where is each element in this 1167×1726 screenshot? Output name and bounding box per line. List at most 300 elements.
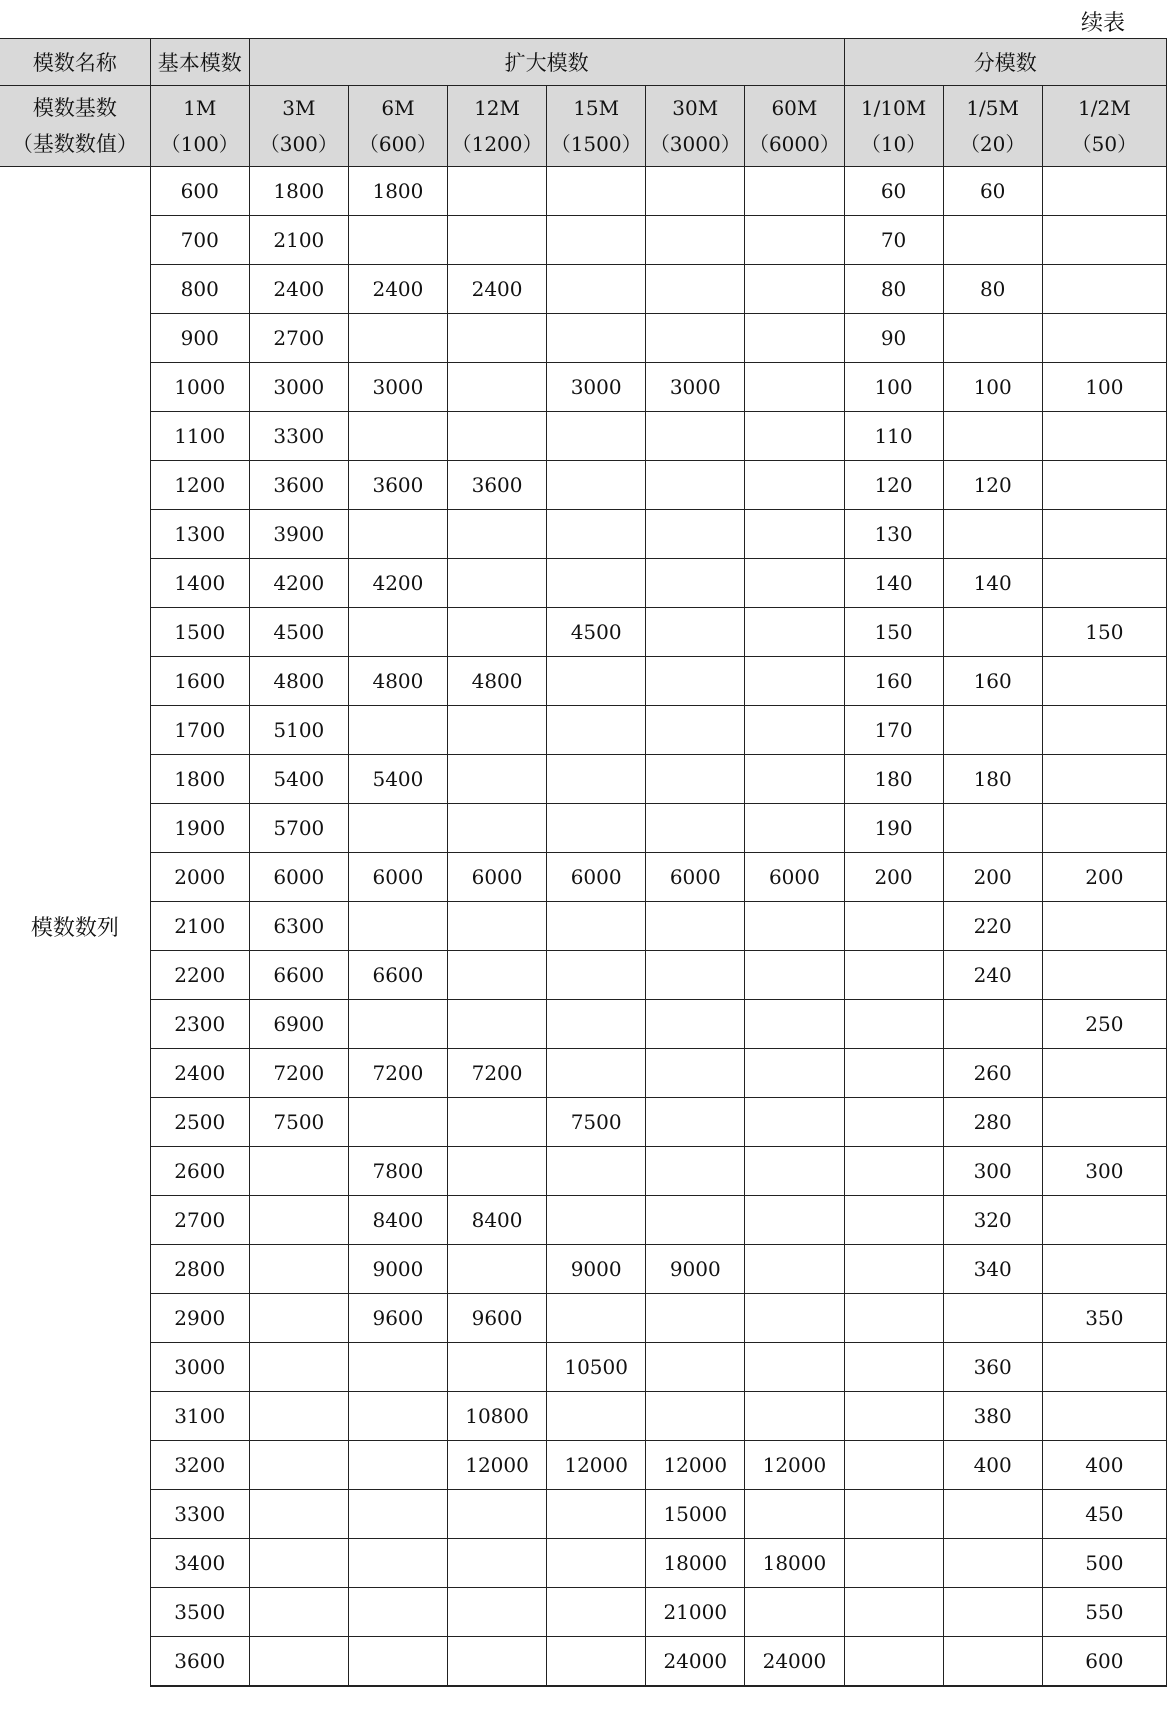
table-cell: 6300 <box>249 902 348 951</box>
table-cell: 21000 <box>646 1588 745 1637</box>
table-cell <box>745 216 844 265</box>
table-cell: 3600 <box>249 461 348 510</box>
table-cell: 200 <box>943 853 1042 902</box>
base-column-header <box>547 86 646 167</box>
base-row <box>0 86 1167 167</box>
table-cell <box>1042 314 1166 363</box>
base-column-name: 6M <box>381 96 415 120</box>
base-column-value: （6000） <box>748 132 840 156</box>
table-cell: 900 <box>150 314 249 363</box>
table-row <box>0 412 1167 461</box>
table-cell: 6000 <box>646 853 745 902</box>
table-cell <box>547 951 646 1000</box>
table-cell: 9600 <box>348 1294 447 1343</box>
base-column-value: （20） <box>959 132 1026 156</box>
table-cell: 380 <box>943 1392 1042 1441</box>
table-cell: 3400 <box>150 1539 249 1588</box>
table-cell: 12000 <box>745 1441 844 1490</box>
header-modulus-name: 模数名称 <box>0 39 150 86</box>
table-cell <box>348 1637 447 1687</box>
table-cell <box>646 902 745 951</box>
table-row <box>0 1049 1167 1098</box>
table-cell <box>547 902 646 951</box>
table-cell <box>646 1049 745 1098</box>
table-cell <box>348 1441 447 1490</box>
base-column-value: （3000） <box>649 132 741 156</box>
table-cell <box>646 1147 745 1196</box>
table-cell <box>348 804 447 853</box>
table-cell: 140 <box>844 559 943 608</box>
table-cell <box>249 1588 348 1637</box>
table-cell: 3600 <box>150 1637 249 1687</box>
table-cell <box>1042 755 1166 804</box>
base-column-header <box>249 86 348 167</box>
table-cell <box>547 559 646 608</box>
table-cell <box>745 1294 844 1343</box>
table-cell <box>348 216 447 265</box>
table-cell: 24000 <box>745 1637 844 1687</box>
table-cell: 180 <box>844 755 943 804</box>
table-cell: 2400 <box>150 1049 249 1098</box>
table-row <box>0 1490 1167 1539</box>
table-cell <box>1042 167 1166 216</box>
table-cell: 7200 <box>348 1049 447 1098</box>
table-row <box>0 755 1167 804</box>
table-cell <box>448 951 547 1000</box>
table-cell: 140 <box>943 559 1042 608</box>
table-cell <box>547 1196 646 1245</box>
table-cell: 60 <box>844 167 943 216</box>
table-cell: 150 <box>844 608 943 657</box>
table-cell: 2800 <box>150 1245 249 1294</box>
table-cell <box>1042 461 1166 510</box>
table-cell <box>844 1000 943 1049</box>
table-cell <box>547 461 646 510</box>
table-cell: 2300 <box>150 1000 249 1049</box>
table-cell <box>547 1049 646 1098</box>
table-row <box>0 314 1167 363</box>
table-cell: 3000 <box>646 363 745 412</box>
header-expanded-modulus: 扩大模数 <box>249 39 844 86</box>
table-cell: 6000 <box>547 853 646 902</box>
table-cell <box>745 608 844 657</box>
table-cell: 800 <box>150 265 249 314</box>
table-cell <box>547 265 646 314</box>
table-cell <box>1042 804 1166 853</box>
table-cell <box>745 1588 844 1637</box>
table-cell <box>448 1343 547 1392</box>
table-cell <box>547 706 646 755</box>
table-cell <box>745 510 844 559</box>
table-cell: 2900 <box>150 1294 249 1343</box>
table-cell <box>1042 1392 1166 1441</box>
table-cell: 180 <box>943 755 1042 804</box>
table-row <box>0 559 1167 608</box>
table-cell <box>249 1441 348 1490</box>
table-row <box>0 1147 1167 1196</box>
table-cell: 1300 <box>150 510 249 559</box>
table-cell: 90 <box>844 314 943 363</box>
table-cell: 3600 <box>448 461 547 510</box>
table-cell: 10800 <box>448 1392 547 1441</box>
table-cell: 6000 <box>745 853 844 902</box>
table-cell <box>348 1490 447 1539</box>
table-cell: 2100 <box>249 216 348 265</box>
table-cell: 400 <box>943 1441 1042 1490</box>
table-cell <box>745 1000 844 1049</box>
table-cell: 18000 <box>745 1539 844 1588</box>
table-cell: 6900 <box>249 1000 348 1049</box>
table-cell: 1800 <box>150 755 249 804</box>
table-cell: 120 <box>844 461 943 510</box>
table-cell <box>1042 265 1166 314</box>
table-cell: 7200 <box>448 1049 547 1098</box>
base-column-value: （300） <box>259 132 338 156</box>
table-cell <box>844 1588 943 1637</box>
table-cell: 12000 <box>448 1441 547 1490</box>
table-cell: 250 <box>1042 1000 1166 1049</box>
table-cell <box>943 706 1042 755</box>
table-cell: 2400 <box>249 265 348 314</box>
table-cell <box>547 1539 646 1588</box>
table-row <box>0 1441 1167 1490</box>
table-cell <box>646 608 745 657</box>
table-cell <box>745 265 844 314</box>
modulus-table <box>0 38 1167 1687</box>
table-cell: 1800 <box>348 167 447 216</box>
table-cell <box>844 1196 943 1245</box>
table-cell: 1800 <box>249 167 348 216</box>
table-cell <box>249 1294 348 1343</box>
base-column-name: 60M <box>771 96 818 120</box>
table-cell <box>448 1147 547 1196</box>
table-cell: 2400 <box>448 265 547 314</box>
table-cell: 12000 <box>646 1441 745 1490</box>
base-column-header <box>150 86 249 167</box>
table-cell <box>646 412 745 461</box>
table-cell <box>249 1392 348 1441</box>
table-cell <box>448 804 547 853</box>
base-column-value: （50） <box>1071 132 1138 156</box>
table-cell <box>943 1000 1042 1049</box>
table-cell <box>1042 1343 1166 1392</box>
base-column-header <box>448 86 547 167</box>
table-cell: 3100 <box>150 1392 249 1441</box>
table-cell: 7800 <box>348 1147 447 1196</box>
table-cell: 340 <box>943 1245 1042 1294</box>
table-row <box>0 1392 1167 1441</box>
table-cell <box>745 755 844 804</box>
table-cell <box>943 804 1042 853</box>
base-column-value: （1500） <box>550 132 642 156</box>
table-cell: 12000 <box>547 1441 646 1490</box>
table-cell: 3900 <box>249 510 348 559</box>
table-cell <box>547 412 646 461</box>
table-cell <box>249 1245 348 1294</box>
table-cell <box>448 1245 547 1294</box>
table-cell <box>547 1490 646 1539</box>
table-row <box>0 706 1167 755</box>
table-cell: 1600 <box>150 657 249 706</box>
table-cell: 150 <box>1042 608 1166 657</box>
base-row-label <box>0 86 150 167</box>
table-cell <box>1042 1049 1166 1098</box>
table-cell <box>448 1588 547 1637</box>
base-column-name: 1/10M <box>860 96 927 120</box>
table-cell <box>348 902 447 951</box>
table-cell <box>348 314 447 363</box>
table-cell <box>646 510 745 559</box>
table-cell <box>547 1000 646 1049</box>
table-row <box>0 608 1167 657</box>
table-cell: 4500 <box>547 608 646 657</box>
table-cell: 3000 <box>348 363 447 412</box>
table-cell <box>844 1637 943 1687</box>
table-row <box>0 1637 1167 1687</box>
table-cell <box>547 755 646 804</box>
table-cell <box>844 1098 943 1147</box>
table-cell <box>745 902 844 951</box>
table-cell <box>646 657 745 706</box>
table-cell <box>547 1637 646 1687</box>
table-cell <box>646 1000 745 1049</box>
table-cell <box>348 412 447 461</box>
table-cell <box>943 1490 1042 1539</box>
table-cell <box>448 706 547 755</box>
table-cell: 500 <box>1042 1539 1166 1588</box>
base-row-label-line2: （基数数值） <box>11 132 138 156</box>
table-cell <box>943 510 1042 559</box>
table-body <box>0 167 1167 1687</box>
table-cell: 300 <box>943 1147 1042 1196</box>
table-cell <box>646 461 745 510</box>
table-cell: 9000 <box>646 1245 745 1294</box>
table-cell <box>844 1245 943 1294</box>
table-row <box>0 461 1167 510</box>
table-cell: 2700 <box>249 314 348 363</box>
table-cell: 5400 <box>249 755 348 804</box>
table-cell <box>943 608 1042 657</box>
table-cell: 3300 <box>249 412 348 461</box>
table-cell <box>844 1294 943 1343</box>
table-cell: 1100 <box>150 412 249 461</box>
table-cell <box>745 1392 844 1441</box>
base-column-value: （1200） <box>451 132 543 156</box>
table-row <box>0 363 1167 412</box>
table-cell: 80 <box>844 265 943 314</box>
table-row <box>0 1588 1167 1637</box>
header-basic-modulus: 基本模数 <box>150 39 249 86</box>
table-cell: 5400 <box>348 755 447 804</box>
table-cell: 80 <box>943 265 1042 314</box>
base-column-header <box>745 86 844 167</box>
base-column-value: （10） <box>860 132 927 156</box>
table-cell <box>943 1637 1042 1687</box>
table-cell: 200 <box>844 853 943 902</box>
table-cell <box>844 1343 943 1392</box>
table-cell <box>448 412 547 461</box>
table-cell: 7500 <box>249 1098 348 1147</box>
table-cell: 5700 <box>249 804 348 853</box>
table-cell <box>646 265 745 314</box>
table-cell: 3500 <box>150 1588 249 1637</box>
table-cell <box>249 1196 348 1245</box>
table-cell <box>348 1343 447 1392</box>
table-cell: 8400 <box>348 1196 447 1245</box>
table-cell: 1200 <box>150 461 249 510</box>
table-cell: 6600 <box>348 951 447 1000</box>
base-column-name: 15M <box>573 96 620 120</box>
table-cell: 5100 <box>249 706 348 755</box>
table-cell <box>448 902 547 951</box>
table-cell: 9000 <box>547 1245 646 1294</box>
table-cell: 2200 <box>150 951 249 1000</box>
table-cell <box>844 1441 943 1490</box>
base-column-header <box>1042 86 1166 167</box>
table-row <box>0 902 1167 951</box>
table-cell <box>547 1147 646 1196</box>
table-cell <box>646 755 745 804</box>
table-cell: 3000 <box>547 363 646 412</box>
header-row <box>0 39 1167 86</box>
table-cell <box>348 1392 447 1441</box>
table-cell: 3000 <box>150 1343 249 1392</box>
table-cell <box>448 755 547 804</box>
table-cell: 600 <box>150 167 249 216</box>
table-cell <box>943 1588 1042 1637</box>
table-cell <box>1042 951 1166 1000</box>
base-row-label-line1: 模数基数 <box>32 96 117 120</box>
table-cell <box>348 608 447 657</box>
table-cell <box>448 608 547 657</box>
table-cell: 1400 <box>150 559 249 608</box>
base-column-header <box>943 86 1042 167</box>
table-cell <box>348 510 447 559</box>
table-row <box>0 1000 1167 1049</box>
table-cell <box>646 804 745 853</box>
table-cell: 280 <box>943 1098 1042 1147</box>
table-cell <box>547 216 646 265</box>
table-cell: 6000 <box>348 853 447 902</box>
table-cell <box>1042 216 1166 265</box>
table-cell: 6600 <box>249 951 348 1000</box>
table-cell: 4800 <box>249 657 348 706</box>
table-cell: 450 <box>1042 1490 1166 1539</box>
table-cell: 3000 <box>249 363 348 412</box>
table-cell <box>844 1490 943 1539</box>
table-cell: 1000 <box>150 363 249 412</box>
table-cell <box>1042 1196 1166 1245</box>
table-cell <box>448 1000 547 1049</box>
table-cell: 15000 <box>646 1490 745 1539</box>
table-cell: 190 <box>844 804 943 853</box>
table-cell <box>1042 510 1166 559</box>
table-cell: 360 <box>943 1343 1042 1392</box>
table-cell <box>547 1588 646 1637</box>
table-cell: 8400 <box>448 1196 547 1245</box>
table-cell <box>646 559 745 608</box>
table-row <box>0 951 1167 1000</box>
table-cell: 6000 <box>448 853 547 902</box>
table-cell: 70 <box>844 216 943 265</box>
table-cell <box>448 167 547 216</box>
series-label: 模数数列 <box>0 167 150 1687</box>
table-cell <box>348 1588 447 1637</box>
table-cell <box>448 1637 547 1687</box>
table-row <box>0 167 1167 216</box>
table-cell: 600 <box>1042 1637 1166 1687</box>
table-row <box>0 1098 1167 1147</box>
table-row <box>0 510 1167 559</box>
table-cell <box>844 951 943 1000</box>
table-cell: 3300 <box>150 1490 249 1539</box>
table-cell <box>448 1539 547 1588</box>
table-cell <box>646 1343 745 1392</box>
table-cell: 220 <box>943 902 1042 951</box>
table-cell <box>646 167 745 216</box>
base-column-name: 3M <box>282 96 316 120</box>
table-cell: 3200 <box>150 1441 249 1490</box>
table-cell: 7500 <box>547 1098 646 1147</box>
table-row <box>0 1245 1167 1294</box>
base-column-name: 12M <box>474 96 521 120</box>
table-cell <box>745 461 844 510</box>
table-cell <box>249 1539 348 1588</box>
base-column-name: 1/2M <box>1078 96 1131 120</box>
table-cell <box>448 216 547 265</box>
table-cell: 110 <box>844 412 943 461</box>
table-cell <box>745 559 844 608</box>
table-row <box>0 1539 1167 1588</box>
table-cell <box>745 804 844 853</box>
table-cell <box>646 1392 745 1441</box>
table-cell <box>646 216 745 265</box>
table-cell: 130 <box>844 510 943 559</box>
table-cell: 9600 <box>448 1294 547 1343</box>
table-row <box>0 1294 1167 1343</box>
table-cell <box>448 510 547 559</box>
table-cell: 200 <box>1042 853 1166 902</box>
table-cell: 100 <box>844 363 943 412</box>
table-cell <box>448 314 547 363</box>
table-cell: 160 <box>943 657 1042 706</box>
table-cell: 10500 <box>547 1343 646 1392</box>
table-cell: 240 <box>943 951 1042 1000</box>
continued-table-label: 续表 <box>1080 11 1125 36</box>
table-cell <box>547 1294 646 1343</box>
table-cell <box>448 1098 547 1147</box>
table-cell <box>249 1147 348 1196</box>
table-cell <box>745 1490 844 1539</box>
table-cell: 1500 <box>150 608 249 657</box>
table-cell <box>348 1539 447 1588</box>
base-column-header <box>646 86 745 167</box>
table-row <box>0 657 1167 706</box>
base-column-value: （600） <box>358 132 438 156</box>
table-cell <box>348 1000 447 1049</box>
table-cell: 60 <box>943 167 1042 216</box>
table-cell <box>844 1147 943 1196</box>
table-cell <box>943 1539 1042 1588</box>
base-column-header <box>348 86 447 167</box>
table-cell: 24000 <box>646 1637 745 1687</box>
table-cell <box>745 363 844 412</box>
table-cell <box>844 1392 943 1441</box>
table-cell <box>844 902 943 951</box>
table-cell: 4200 <box>348 559 447 608</box>
base-column-name: 1/5M <box>966 96 1019 120</box>
table-cell <box>745 1147 844 1196</box>
